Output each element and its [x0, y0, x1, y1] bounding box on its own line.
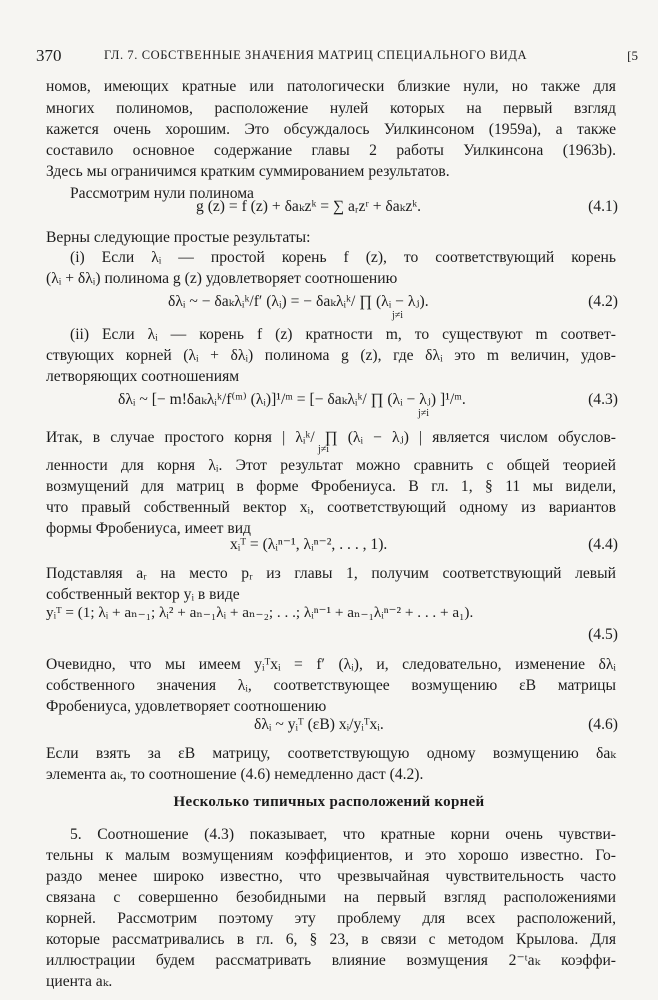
text-line: циента aₖ. — [46, 973, 113, 990]
text-line: элемента aₖ, то соотношение (4.6) немедленно даст (4.2). — [46, 766, 424, 783]
text-line: Подставляя aᵣ на место pᵣ из главы 1, получим соответствующий левый — [46, 565, 616, 582]
text-line: связана с совершенно безобидными на первый взгляд расположениями — [46, 889, 616, 906]
text-line: собственного значения λᵢ, соответствующее возмущению εB матрицы — [46, 677, 616, 694]
text-line: тельны к малым возмущениям коэффициентов, и это хорошо известно. Го- — [46, 847, 616, 864]
text-line: формы Фробениуса, имеет вид — [46, 520, 251, 537]
equation-number: (4.4) — [588, 536, 618, 553]
text-line: Фробениуса, удовлетворяет соотношению — [46, 698, 327, 715]
section-heading: Несколько типичных расположений корней — [173, 794, 485, 810]
text-line: номов, имеющих кратные или патологически близкие нули, но также для — [46, 78, 616, 95]
text-line: ленности для корня λᵢ. Этот результат можно сравнить с общей теорией — [46, 457, 616, 474]
text-line: раздо менее широко известно, что чрезвычайная чувствительность часто — [46, 868, 616, 885]
product-subscript: j≠i — [318, 444, 330, 455]
product-subscript: j≠i — [418, 408, 430, 419]
text-line: (λᵢ + δλᵢ) полинома g (z) удовлетворяет соотношению — [46, 270, 398, 287]
text-line: кажется очень хорошим. Это обсуждалось Уилкинсоном (1959a), а также — [46, 121, 616, 138]
equation-4-5: yᵢᵀ = (1; λᵢ + aₙ₋₁; λᵢ² + aₙ₋₁λᵢ + aₙ₋₂; . . .; λᵢⁿ⁻¹ + aₙ₋₁λᵢⁿ⁻² + . . . + a₁). — [46, 604, 474, 621]
equation-4-3: δλᵢ ~ [− m!δaₖλᵢᵏ/f⁽ᵐ⁾ (λᵢ)]¹/ᵐ = [− δaₖλᵢᵏ/ ∏ (λᵢ − λⱼ) ]¹/ᵐ. — [118, 391, 466, 408]
text-line: 5. Соотношение (4.3) показывает, что кратные корни очень чувстви- — [70, 826, 616, 843]
text-line: (i) Если λᵢ — простой корень f (z), то соответствующий корень — [70, 249, 616, 266]
text-line: составило основное содержание главы 2 работы Уилкинсона (1963b). — [46, 142, 616, 159]
equation-number: (4.3) — [588, 391, 618, 408]
equation-4-1: g (z) = f (z) + δaₖzᵏ = ∑ aᵣzʳ + δaₖzᵏ. — [196, 198, 422, 215]
text-line: корней. Рассмотрим поэтому эту проблему для всех расположений, — [46, 910, 616, 927]
text-line: ствующих корней (λᵢ + δλᵢ) полинома g (z), где δλᵢ это m величин, удов- — [46, 347, 616, 364]
chapter-title: ГЛ. 7. СОБСТВЕННЫЕ ЗНАЧЕНИЯ МАТРИЦ СПЕЦИАЛЬНОГО ВИДА — [104, 48, 528, 62]
text-line: Итак, в случае простого корня | λᵢᵏ/ ∏ (λᵢ − λⱼ) | является числом обуслов- — [46, 429, 616, 446]
equation-4-2: δλᵢ ~ − δaₖλᵢᵏ/f′ (λᵢ) = − δaₖλᵢᵏ/ ∏ (λᵢ − λⱼ). — [168, 293, 429, 310]
equation-number: (4.2) — [588, 293, 618, 310]
equation-number: (4.6) — [588, 716, 618, 733]
text-line: собственный вектор yᵢ в виде — [46, 586, 240, 603]
text-line: Здесь мы ограничимся кратким суммированием результатов. — [46, 163, 450, 180]
running-header — [36, 46, 638, 66]
text-line: (ii) Если λᵢ — корень f (z) кратности m, то существуют m соответ- — [70, 326, 616, 343]
section-marker: [5 — [627, 48, 638, 63]
text-line: что правый собственный вектор xᵢ, соответствующий одному из вариантов — [46, 499, 616, 516]
text-line: Верны следующие простые результаты: — [46, 229, 311, 246]
equation-4-4: xᵢᵀ = (λᵢⁿ⁻¹, λᵢⁿ⁻², . . . , 1). — [230, 536, 388, 553]
equation-number: (4.5) — [588, 626, 618, 643]
text-line: многих полиномов, расположение нулей которых на первый взгляд — [46, 100, 616, 117]
text-line: которые рассматривались в гл. 6, § 23, в связи с методом Крылова. Для — [46, 931, 616, 948]
text-line: Рассмотрим нули полинома — [70, 185, 254, 202]
text-line: иллюстрации будем рассматривать влияние возмущения 2⁻ᵗaₖ коэффи- — [46, 952, 616, 969]
text-line: летворяющих соотношениям — [46, 368, 240, 385]
text-line: возмущений для матриц в форме Фробениуса. В гл. 1, § 11 мы видели, — [46, 478, 616, 495]
product-subscript: j≠i — [392, 310, 404, 321]
page-number: 370 — [36, 46, 62, 65]
text-line: Очевидно, что мы имеем yᵢᵀxᵢ = f′ (λᵢ), и, следовательно, изменение δλᵢ — [46, 656, 616, 673]
equation-4-6: δλᵢ ~ yᵢᵀ (εB) xᵢ/yᵢᵀxᵢ. — [254, 716, 384, 733]
equation-number: (4.1) — [588, 198, 618, 215]
text-line: Если взять за εB матрицу, соответствующую одному возмущению δaₖ — [46, 745, 616, 762]
